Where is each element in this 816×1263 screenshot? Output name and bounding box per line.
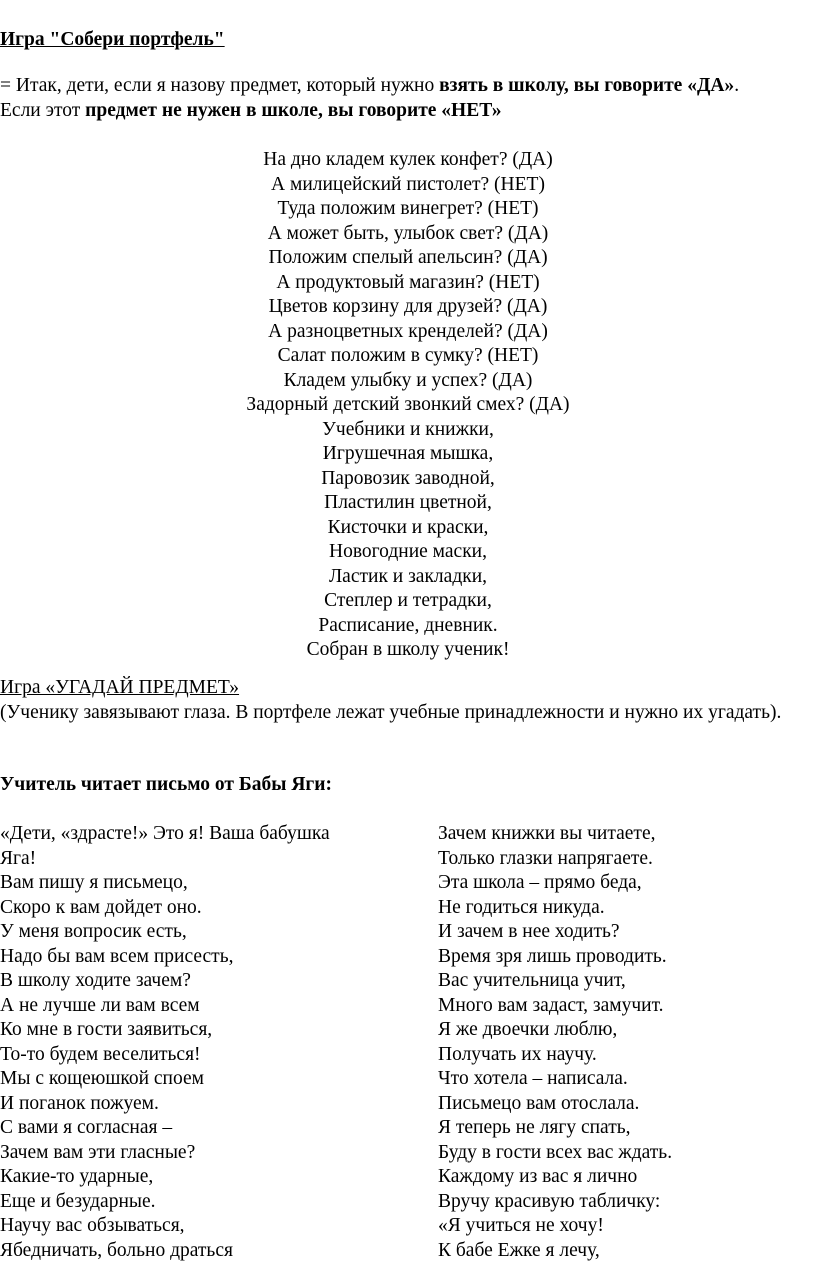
poem-line: Расписание, дневник. [0,614,816,639]
game1-poem [0,148,816,663]
intro-bold-2: предмет не нужен в школе, вы говорите «НЕТ» [85,100,501,121]
game1-intro [0,74,816,123]
letter-line: Время зря лишь проводить. [438,945,808,970]
intro-text-2: . [734,75,739,96]
poem-line: На дно кладем кулек конфет? (ДА) [0,148,816,173]
poem-line: Задорный детский звонкий смех? (ДА) [0,393,816,418]
game2-title: Игра «УГАДАЙ ПРЕДМЕТ» [0,676,239,700]
poem-line: А может быть, улыбок свет? (ДА) [0,222,816,247]
letter-line: Научу вас обзываться, [0,1214,430,1239]
letter-line: Мы с кощеюшкой споем [0,1067,430,1092]
poem-line: А продуктовый магазин? (НЕТ) [0,271,816,296]
poem-line: А милицейский пистолет? (НЕТ) [0,173,816,198]
game1-title: Игра "Собери портфель" [0,28,225,52]
poem-line: Игрушечная мышка, [0,442,816,467]
intro-text-1: = Итак, дети, если я назову предмет, который нужно [0,75,439,96]
letter-line: Что хотела – написала. [438,1067,808,1092]
letter-heading: Учитель читает письмо от Бабы Яги: [0,773,332,797]
letter-line: А не лучше ли вам всем [0,994,430,1019]
letter-line: Какие-то ударные, [0,1165,430,1190]
game2-description: (Ученику завязывают глаза. В портфеле лежат учебные принадлежности и нужно их угадать). [0,701,800,726]
letter-line: Много вам задаст, замучит. [438,994,808,1019]
letter-line: Ябедничать, больно драться [0,1239,430,1263]
letter-line: То-то будем веселиться! [0,1043,430,1068]
poem-line: Положим спелый апельсин? (ДА) [0,246,816,271]
letter-line: Вам пишу я письмецо, [0,871,430,896]
poem-line: Собран в школу ученик! [0,638,816,663]
letter-line: Зачем вам эти гласные? [0,1141,430,1166]
intro-text-3: Если этот [0,100,85,121]
letter-line: Вручу красивую табличку: [438,1190,808,1215]
letter-line: Ко мне в гости заявиться, [0,1018,430,1043]
letter-line: С вами я согласная – [0,1116,430,1141]
letter-line: У меня вопросик есть, [0,920,430,945]
poem-line: Салат положим в сумку? (НЕТ) [0,344,816,369]
letter-line: В школу ходите зачем? [0,969,430,994]
letter-line: Скоро к вам дойдет оно. [0,896,430,921]
letter-line: К бабе Ежке я лечу, [438,1239,808,1263]
letter-line: Каждому из вас я лично [438,1165,808,1190]
poem-line: Кисточки и краски, [0,516,816,541]
letter-line: Вас учительница учит, [438,969,808,994]
letter-line: Яга! [0,847,430,872]
poem-line: Паровозик заводной, [0,467,816,492]
letter-line: И зачем в нее ходить? [438,920,808,945]
letter-line: Получать их научу. [438,1043,808,1068]
intro-bold-1: взять в школу, вы говорите «ДА» [439,75,734,96]
letter-line: Эта школа – прямо беда, [438,871,808,896]
poem-line: Туда положим винегрет? (НЕТ) [0,197,816,222]
poem-line: Цветов корзину для друзей? (ДА) [0,295,816,320]
letter-line: «Я учиться не хочу! [438,1214,808,1239]
letter-line: Только глазки напрягаете. [438,847,808,872]
poem-line: Пластилин цветной, [0,491,816,516]
letter-line: «Дети, «здрасте!» Это я! Ваша бабушка [0,822,430,847]
poem-line: Новогодние маски, [0,540,816,565]
letter-line: Не годиться никуда. [438,896,808,921]
poem-line: Степлер и тетрадки, [0,589,816,614]
poem-line: Кладем улыбку и успех? (ДА) [0,369,816,394]
letter-line: И поганок пожуем. [0,1092,430,1117]
letter-left-column [0,822,430,1263]
poem-line: А разноцветных кренделей? (ДА) [0,320,816,345]
letter-line: Еще и безударные. [0,1190,430,1215]
poem-line: Учебники и книжки, [0,418,816,443]
letter-line: Письмецо вам отослала. [438,1092,808,1117]
letter-right-column [438,822,808,1263]
letter-line: Буду в гости всех вас ждать. [438,1141,808,1166]
letter-line: Зачем книжки вы читаете, [438,822,808,847]
letter-line: Надо бы вам всем присесть, [0,945,430,970]
poem-line: Ластик и закладки, [0,565,816,590]
letter-line: Я же двоечки люблю, [438,1018,808,1043]
letter-line: Я теперь не лягу спать, [438,1116,808,1141]
